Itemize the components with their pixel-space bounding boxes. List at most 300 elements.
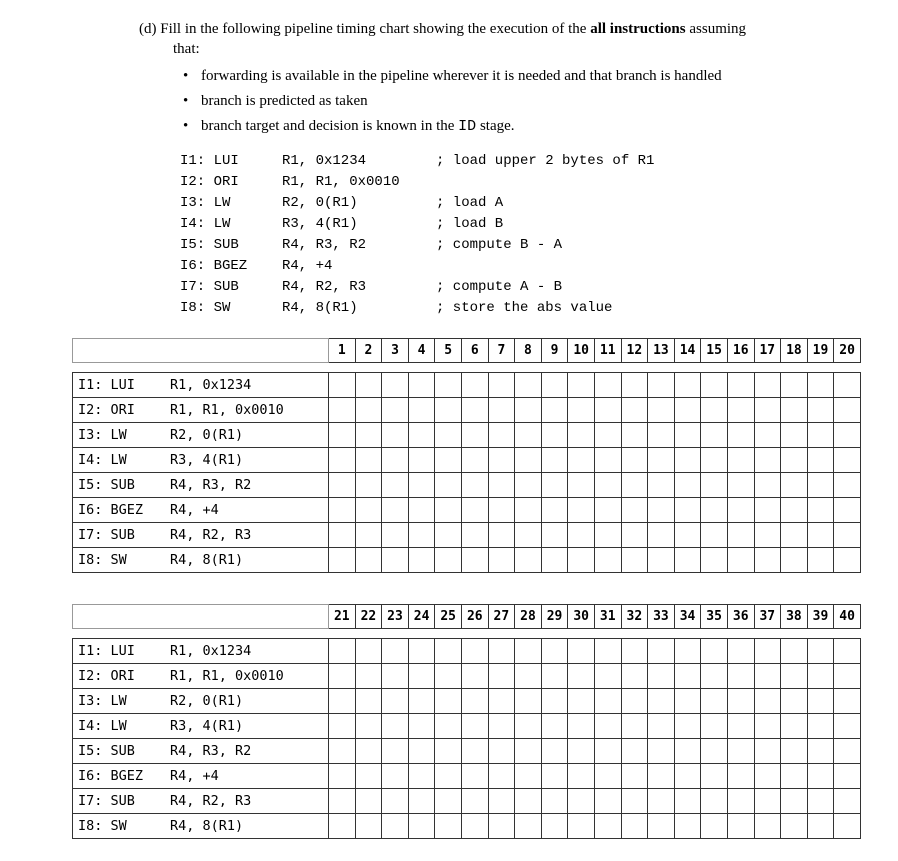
- stage-cell[interactable]: [461, 398, 488, 423]
- stage-cell[interactable]: [568, 739, 595, 764]
- stage-cell[interactable]: [781, 739, 808, 764]
- stage-cell[interactable]: [515, 523, 542, 548]
- stage-cell[interactable]: [834, 639, 861, 664]
- stage-cell[interactable]: [648, 548, 675, 573]
- stage-cell[interactable]: [355, 498, 382, 523]
- stage-cell[interactable]: [648, 473, 675, 498]
- stage-cell[interactable]: [568, 639, 595, 664]
- stage-cell[interactable]: [648, 398, 675, 423]
- stage-cell[interactable]: [754, 423, 781, 448]
- stage-cell[interactable]: [754, 764, 781, 789]
- stage-cell[interactable]: [754, 498, 781, 523]
- stage-cell[interactable]: [674, 498, 701, 523]
- stage-cell[interactable]: [594, 448, 621, 473]
- stage-cell[interactable]: [594, 639, 621, 664]
- stage-cell[interactable]: [329, 689, 356, 714]
- stage-cell[interactable]: [329, 789, 356, 814]
- stage-cell[interactable]: [648, 664, 675, 689]
- stage-cell[interactable]: [355, 714, 382, 739]
- stage-cell[interactable]: [754, 789, 781, 814]
- stage-cell[interactable]: [568, 423, 595, 448]
- stage-cell[interactable]: [515, 789, 542, 814]
- stage-cell[interactable]: [727, 423, 754, 448]
- stage-cell[interactable]: [594, 814, 621, 839]
- stage-cell[interactable]: [461, 639, 488, 664]
- stage-cell[interactable]: [382, 789, 409, 814]
- stage-cell[interactable]: [435, 639, 462, 664]
- stage-cell[interactable]: [461, 498, 488, 523]
- stage-cell[interactable]: [754, 473, 781, 498]
- stage-cell[interactable]: [594, 373, 621, 398]
- stage-cell[interactable]: [461, 689, 488, 714]
- stage-cell[interactable]: [807, 548, 834, 573]
- stage-cell[interactable]: [594, 764, 621, 789]
- stage-cell[interactable]: [329, 714, 356, 739]
- stage-cell[interactable]: [834, 764, 861, 789]
- stage-cell[interactable]: [541, 714, 568, 739]
- stage-cell[interactable]: [382, 664, 409, 689]
- stage-cell[interactable]: [488, 548, 515, 573]
- stage-cell[interactable]: [568, 789, 595, 814]
- stage-cell[interactable]: [834, 523, 861, 548]
- stage-cell[interactable]: [382, 814, 409, 839]
- stage-cell[interactable]: [408, 664, 435, 689]
- stage-cell[interactable]: [568, 398, 595, 423]
- stage-cell[interactable]: [807, 373, 834, 398]
- stage-cell[interactable]: [435, 448, 462, 473]
- stage-cell[interactable]: [754, 548, 781, 573]
- stage-cell[interactable]: [701, 764, 728, 789]
- stage-cell[interactable]: [674, 373, 701, 398]
- stage-cell[interactable]: [648, 448, 675, 473]
- stage-cell[interactable]: [727, 714, 754, 739]
- stage-cell[interactable]: [594, 423, 621, 448]
- stage-cell[interactable]: [541, 548, 568, 573]
- stage-cell[interactable]: [408, 523, 435, 548]
- stage-cell[interactable]: [754, 523, 781, 548]
- stage-cell[interactable]: [754, 739, 781, 764]
- stage-cell[interactable]: [515, 739, 542, 764]
- stage-cell[interactable]: [754, 373, 781, 398]
- stage-cell[interactable]: [382, 398, 409, 423]
- stage-cell[interactable]: [408, 639, 435, 664]
- stage-cell[interactable]: [461, 814, 488, 839]
- stage-cell[interactable]: [781, 473, 808, 498]
- stage-cell[interactable]: [834, 789, 861, 814]
- stage-cell[interactable]: [541, 498, 568, 523]
- stage-cell[interactable]: [488, 398, 515, 423]
- stage-cell[interactable]: [329, 639, 356, 664]
- stage-cell[interactable]: [541, 523, 568, 548]
- stage-cell[interactable]: [621, 423, 648, 448]
- stage-cell[interactable]: [461, 423, 488, 448]
- stage-cell[interactable]: [329, 523, 356, 548]
- stage-cell[interactable]: [515, 373, 542, 398]
- stage-cell[interactable]: [435, 498, 462, 523]
- stage-cell[interactable]: [541, 764, 568, 789]
- stage-cell[interactable]: [648, 739, 675, 764]
- stage-cell[interactable]: [329, 664, 356, 689]
- stage-cell[interactable]: [515, 498, 542, 523]
- stage-cell[interactable]: [461, 473, 488, 498]
- stage-cell[interactable]: [701, 739, 728, 764]
- stage-cell[interactable]: [329, 764, 356, 789]
- stage-cell[interactable]: [541, 789, 568, 814]
- stage-cell[interactable]: [541, 398, 568, 423]
- stage-cell[interactable]: [648, 498, 675, 523]
- stage-cell[interactable]: [781, 423, 808, 448]
- stage-cell[interactable]: [621, 523, 648, 548]
- stage-cell[interactable]: [382, 739, 409, 764]
- stage-cell[interactable]: [621, 789, 648, 814]
- stage-cell[interactable]: [781, 664, 808, 689]
- stage-cell[interactable]: [594, 664, 621, 689]
- stage-cell[interactable]: [834, 664, 861, 689]
- stage-cell[interactable]: [355, 523, 382, 548]
- stage-cell[interactable]: [408, 714, 435, 739]
- stage-cell[interactable]: [807, 789, 834, 814]
- stage-cell[interactable]: [674, 764, 701, 789]
- stage-cell[interactable]: [382, 498, 409, 523]
- stage-cell[interactable]: [807, 714, 834, 739]
- stage-cell[interactable]: [754, 639, 781, 664]
- stage-cell[interactable]: [727, 639, 754, 664]
- stage-cell[interactable]: [701, 814, 728, 839]
- stage-cell[interactable]: [329, 739, 356, 764]
- stage-cell[interactable]: [807, 523, 834, 548]
- stage-cell[interactable]: [408, 739, 435, 764]
- stage-cell[interactable]: [754, 814, 781, 839]
- stage-cell[interactable]: [488, 664, 515, 689]
- stage-cell[interactable]: [701, 689, 728, 714]
- stage-cell[interactable]: [754, 448, 781, 473]
- stage-cell[interactable]: [488, 789, 515, 814]
- stage-cell[interactable]: [701, 664, 728, 689]
- stage-cell[interactable]: [461, 523, 488, 548]
- stage-cell[interactable]: [621, 398, 648, 423]
- stage-cell[interactable]: [355, 548, 382, 573]
- stage-cell[interactable]: [674, 639, 701, 664]
- stage-cell[interactable]: [488, 423, 515, 448]
- stage-cell[interactable]: [594, 689, 621, 714]
- stage-cell[interactable]: [488, 473, 515, 498]
- stage-cell[interactable]: [701, 548, 728, 573]
- stage-cell[interactable]: [355, 639, 382, 664]
- stage-cell[interactable]: [674, 523, 701, 548]
- stage-cell[interactable]: [648, 814, 675, 839]
- stage-cell[interactable]: [408, 448, 435, 473]
- stage-cell[interactable]: [329, 473, 356, 498]
- stage-cell[interactable]: [408, 789, 435, 814]
- stage-cell[interactable]: [382, 423, 409, 448]
- stage-cell[interactable]: [781, 814, 808, 839]
- stage-cell[interactable]: [488, 764, 515, 789]
- stage-cell[interactable]: [701, 398, 728, 423]
- stage-cell[interactable]: [382, 639, 409, 664]
- stage-cell[interactable]: [807, 473, 834, 498]
- stage-cell[interactable]: [807, 448, 834, 473]
- stage-cell[interactable]: [754, 714, 781, 739]
- stage-cell[interactable]: [834, 714, 861, 739]
- stage-cell[interactable]: [408, 814, 435, 839]
- stage-cell[interactable]: [541, 739, 568, 764]
- stage-cell[interactable]: [621, 814, 648, 839]
- stage-cell[interactable]: [355, 739, 382, 764]
- stage-cell[interactable]: [701, 473, 728, 498]
- stage-cell[interactable]: [648, 714, 675, 739]
- stage-cell[interactable]: [727, 764, 754, 789]
- stage-cell[interactable]: [355, 423, 382, 448]
- stage-cell[interactable]: [594, 473, 621, 498]
- stage-cell[interactable]: [648, 423, 675, 448]
- stage-cell[interactable]: [515, 664, 542, 689]
- stage-cell[interactable]: [807, 639, 834, 664]
- stage-cell[interactable]: [674, 473, 701, 498]
- stage-cell[interactable]: [488, 448, 515, 473]
- stage-cell[interactable]: [834, 373, 861, 398]
- stage-cell[interactable]: [408, 548, 435, 573]
- stage-cell[interactable]: [515, 398, 542, 423]
- stage-cell[interactable]: [701, 523, 728, 548]
- stage-cell[interactable]: [621, 664, 648, 689]
- stage-cell[interactable]: [568, 764, 595, 789]
- stage-cell[interactable]: [408, 764, 435, 789]
- stage-cell[interactable]: [701, 498, 728, 523]
- stage-cell[interactable]: [568, 373, 595, 398]
- stage-cell[interactable]: [727, 448, 754, 473]
- stage-cell[interactable]: [488, 689, 515, 714]
- stage-cell[interactable]: [781, 789, 808, 814]
- stage-cell[interactable]: [461, 448, 488, 473]
- stage-cell[interactable]: [329, 498, 356, 523]
- stage-cell[interactable]: [408, 473, 435, 498]
- stage-cell[interactable]: [807, 498, 834, 523]
- stage-cell[interactable]: [807, 764, 834, 789]
- stage-cell[interactable]: [674, 398, 701, 423]
- stage-cell[interactable]: [568, 473, 595, 498]
- stage-cell[interactable]: [594, 523, 621, 548]
- stage-cell[interactable]: [621, 448, 648, 473]
- stage-cell[interactable]: [568, 689, 595, 714]
- stage-cell[interactable]: [781, 448, 808, 473]
- stage-cell[interactable]: [541, 814, 568, 839]
- stage-cell[interactable]: [727, 664, 754, 689]
- stage-cell[interactable]: [382, 764, 409, 789]
- stage-cell[interactable]: [781, 548, 808, 573]
- stage-cell[interactable]: [834, 423, 861, 448]
- stage-cell[interactable]: [568, 548, 595, 573]
- stage-cell[interactable]: [355, 789, 382, 814]
- stage-cell[interactable]: [408, 423, 435, 448]
- stage-cell[interactable]: [807, 423, 834, 448]
- stage-cell[interactable]: [781, 714, 808, 739]
- stage-cell[interactable]: [834, 689, 861, 714]
- stage-cell[interactable]: [541, 448, 568, 473]
- stage-cell[interactable]: [621, 548, 648, 573]
- stage-cell[interactable]: [727, 373, 754, 398]
- stage-cell[interactable]: [727, 473, 754, 498]
- stage-cell[interactable]: [435, 714, 462, 739]
- stage-cell[interactable]: [329, 448, 356, 473]
- stage-cell[interactable]: [621, 689, 648, 714]
- stage-cell[interactable]: [701, 373, 728, 398]
- stage-cell[interactable]: [488, 814, 515, 839]
- stage-cell[interactable]: [515, 548, 542, 573]
- stage-cell[interactable]: [355, 664, 382, 689]
- stage-cell[interactable]: [541, 373, 568, 398]
- stage-cell[interactable]: [621, 473, 648, 498]
- stage-cell[interactable]: [674, 814, 701, 839]
- stage-cell[interactable]: [701, 789, 728, 814]
- stage-cell[interactable]: [382, 714, 409, 739]
- stage-cell[interactable]: [781, 764, 808, 789]
- stage-cell[interactable]: [727, 398, 754, 423]
- stage-cell[interactable]: [674, 448, 701, 473]
- stage-cell[interactable]: [488, 739, 515, 764]
- stage-cell[interactable]: [594, 789, 621, 814]
- stage-cell[interactable]: [435, 473, 462, 498]
- stage-cell[interactable]: [461, 764, 488, 789]
- stage-cell[interactable]: [435, 548, 462, 573]
- stage-cell[interactable]: [807, 664, 834, 689]
- stage-cell[interactable]: [621, 373, 648, 398]
- stage-cell[interactable]: [329, 373, 356, 398]
- stage-cell[interactable]: [701, 423, 728, 448]
- stage-cell[interactable]: [568, 814, 595, 839]
- stage-cell[interactable]: [488, 639, 515, 664]
- stage-cell[interactable]: [727, 523, 754, 548]
- stage-cell[interactable]: [648, 764, 675, 789]
- stage-cell[interactable]: [355, 473, 382, 498]
- stage-cell[interactable]: [515, 714, 542, 739]
- stage-cell[interactable]: [701, 448, 728, 473]
- stage-cell[interactable]: [568, 498, 595, 523]
- stage-cell[interactable]: [435, 664, 462, 689]
- stage-cell[interactable]: [541, 473, 568, 498]
- stage-cell[interactable]: [781, 639, 808, 664]
- stage-cell[interactable]: [435, 689, 462, 714]
- stage-cell[interactable]: [727, 789, 754, 814]
- stage-cell[interactable]: [674, 689, 701, 714]
- stage-cell[interactable]: [355, 814, 382, 839]
- stage-cell[interactable]: [754, 664, 781, 689]
- stage-cell[interactable]: [648, 689, 675, 714]
- stage-cell[interactable]: [461, 664, 488, 689]
- stage-cell[interactable]: [594, 548, 621, 573]
- stage-cell[interactable]: [727, 689, 754, 714]
- stage-cell[interactable]: [382, 473, 409, 498]
- stage-cell[interactable]: [807, 814, 834, 839]
- stage-cell[interactable]: [355, 398, 382, 423]
- stage-cell[interactable]: [781, 689, 808, 714]
- stage-cell[interactable]: [674, 423, 701, 448]
- stage-cell[interactable]: [754, 398, 781, 423]
- stage-cell[interactable]: [541, 423, 568, 448]
- stage-cell[interactable]: [488, 373, 515, 398]
- stage-cell[interactable]: [807, 739, 834, 764]
- stage-cell[interactable]: [648, 523, 675, 548]
- stage-cell[interactable]: [408, 373, 435, 398]
- stage-cell[interactable]: [568, 664, 595, 689]
- stage-cell[interactable]: [461, 739, 488, 764]
- stage-cell[interactable]: [781, 373, 808, 398]
- stage-cell[interactable]: [568, 448, 595, 473]
- stage-cell[interactable]: [435, 764, 462, 789]
- stage-cell[interactable]: [541, 639, 568, 664]
- stage-cell[interactable]: [701, 714, 728, 739]
- stage-cell[interactable]: [461, 789, 488, 814]
- stage-cell[interactable]: [594, 714, 621, 739]
- stage-cell[interactable]: [648, 789, 675, 814]
- stage-cell[interactable]: [621, 739, 648, 764]
- stage-cell[interactable]: [754, 689, 781, 714]
- stage-cell[interactable]: [621, 764, 648, 789]
- stage-cell[interactable]: [727, 814, 754, 839]
- stage-cell[interactable]: [568, 714, 595, 739]
- stage-cell[interactable]: [408, 498, 435, 523]
- stage-cell[interactable]: [461, 714, 488, 739]
- stage-cell[interactable]: [674, 739, 701, 764]
- stage-cell[interactable]: [435, 739, 462, 764]
- stage-cell[interactable]: [488, 498, 515, 523]
- stage-cell[interactable]: [435, 789, 462, 814]
- stage-cell[interactable]: [621, 714, 648, 739]
- stage-cell[interactable]: [408, 689, 435, 714]
- stage-cell[interactable]: [594, 739, 621, 764]
- stage-cell[interactable]: [621, 498, 648, 523]
- stage-cell[interactable]: [781, 523, 808, 548]
- stage-cell[interactable]: [674, 548, 701, 573]
- stage-cell[interactable]: [674, 789, 701, 814]
- stage-cell[interactable]: [461, 373, 488, 398]
- stage-cell[interactable]: [594, 398, 621, 423]
- stage-cell[interactable]: [435, 814, 462, 839]
- stage-cell[interactable]: [382, 689, 409, 714]
- stage-cell[interactable]: [355, 373, 382, 398]
- stage-cell[interactable]: [329, 423, 356, 448]
- stage-cell[interactable]: [382, 523, 409, 548]
- stage-cell[interactable]: [834, 473, 861, 498]
- stage-cell[interactable]: [435, 373, 462, 398]
- stage-cell[interactable]: [834, 548, 861, 573]
- stage-cell[interactable]: [435, 523, 462, 548]
- stage-cell[interactable]: [329, 814, 356, 839]
- stage-cell[interactable]: [727, 739, 754, 764]
- stage-cell[interactable]: [781, 398, 808, 423]
- stage-cell[interactable]: [355, 689, 382, 714]
- stage-cell[interactable]: [541, 664, 568, 689]
- stage-cell[interactable]: [834, 398, 861, 423]
- stage-cell[interactable]: [674, 664, 701, 689]
- stage-cell[interactable]: [461, 548, 488, 573]
- stage-cell[interactable]: [435, 398, 462, 423]
- stage-cell[interactable]: [568, 523, 595, 548]
- stage-cell[interactable]: [781, 498, 808, 523]
- stage-cell[interactable]: [329, 398, 356, 423]
- stage-cell[interactable]: [382, 373, 409, 398]
- stage-cell[interactable]: [594, 498, 621, 523]
- stage-cell[interactable]: [488, 714, 515, 739]
- stage-cell[interactable]: [727, 548, 754, 573]
- stage-cell[interactable]: [515, 689, 542, 714]
- stage-cell[interactable]: [807, 689, 834, 714]
- stage-cell[interactable]: [834, 814, 861, 839]
- stage-cell[interactable]: [382, 448, 409, 473]
- stage-cell[interactable]: [834, 498, 861, 523]
- stage-cell[interactable]: [807, 398, 834, 423]
- stage-cell[interactable]: [834, 739, 861, 764]
- stage-cell[interactable]: [515, 764, 542, 789]
